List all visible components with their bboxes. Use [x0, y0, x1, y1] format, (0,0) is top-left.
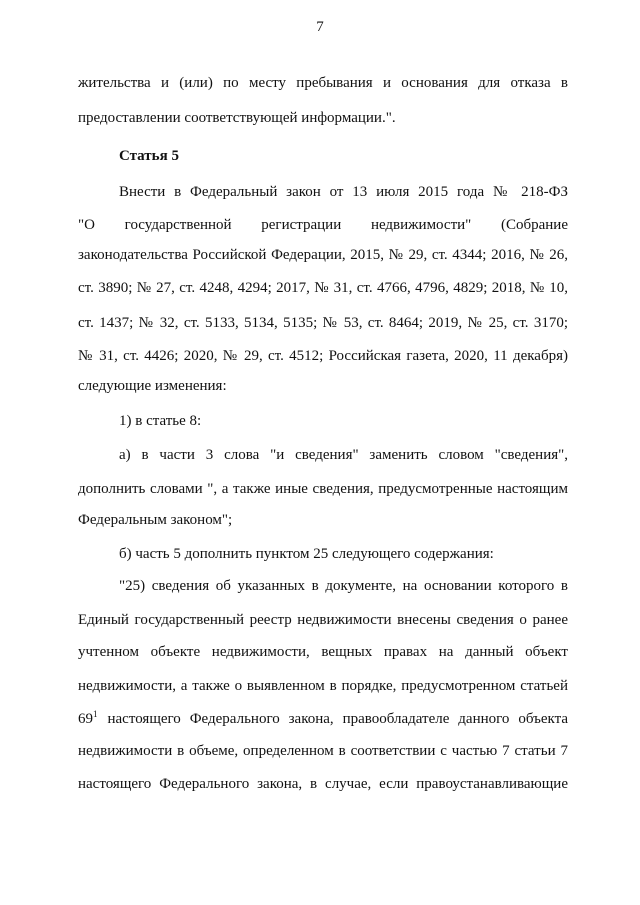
list-item: б) часть 5 дополнить пунктом 25 следующего содержания:: [119, 546, 494, 562]
article-heading: Статья 5: [119, 148, 179, 164]
text-line: предоставлении соответствующей информации.".: [78, 110, 396, 126]
page-number: 7: [316, 19, 324, 35]
text-line: настоящего Федерального закона, в случае, если правоустанавливающие: [78, 776, 568, 792]
text-line: "О государственной регистрации недвижимости" (Собрание: [78, 217, 568, 233]
superscript: 1: [93, 709, 98, 719]
text-line: ст. 1437; № 32, ст. 5133, 5134, 5135; № 53, ст. 8464; 2019, № 25, ст. 3170;: [78, 315, 568, 331]
text-line: "25) сведения об указанных в документе, на основании которого в: [119, 578, 568, 594]
text-line: а) в части 3 слова "и сведения" заменить словом "сведения",: [119, 447, 568, 463]
text-line: ст. 3890; № 27, ст. 4248, 4294; 2017, № 31, ст. 4766, 4796, 4829; 2018, № 10,: [78, 280, 568, 296]
text-line: Единый государственный реестр недвижимости внесены сведения о ранее: [78, 612, 568, 628]
text-line: следующие изменения:: [78, 378, 227, 394]
text-line: Федеральным законом";: [78, 512, 233, 528]
list-item: 1) в статье 8:: [119, 413, 202, 429]
text-fragment: настоящего Федерального закона, правообладателе данного объекта: [107, 711, 568, 727]
text-line: дополнить словами ", а также иные сведения, предусмотренные настоящим: [78, 481, 568, 497]
text-line: учтенном объекте недвижимости, вещных правах на данный объект: [78, 644, 568, 660]
article-ref: $69^1$: [78, 709, 98, 727]
text-line: жительства и (или) по месту пребывания и основания для отказа в: [78, 75, 568, 91]
text-line: законодательства Российской Федерации, 2015, № 29, ст. 4344; 2016, № 26,: [78, 247, 568, 263]
text-line: недвижимости, а также о выявленном в порядке, предусмотренном статьей: [78, 678, 568, 694]
text-line: № 31, ст. 4426; 2020, № 29, ст. 4512; Российская газета, 2020, 11 декабря): [78, 348, 568, 364]
text-line: Внести в Федеральный закон от 13 июля 2015 года № 218-ФЗ: [119, 184, 568, 200]
text-line: недвижимости в объеме, определенном в соответствии с частью 7 статьи 7: [78, 743, 568, 759]
text-line-with-superscript: [78, 709, 568, 729]
